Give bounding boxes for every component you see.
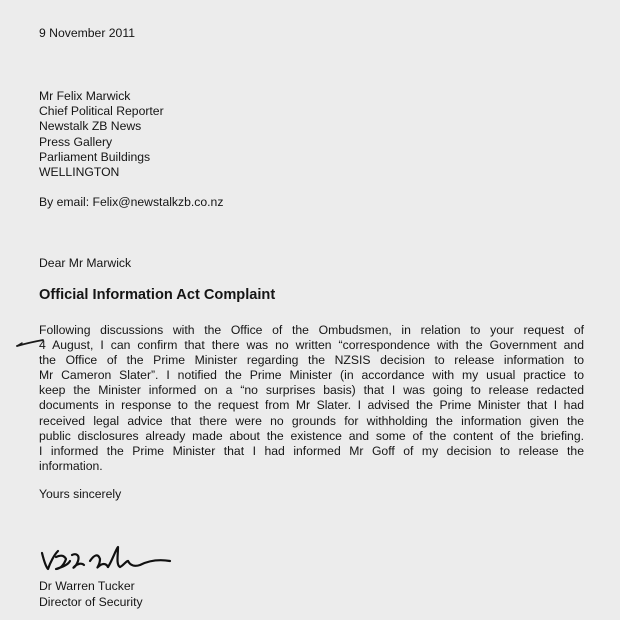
body-line: documents in response to the request from Mr Slater. I advised the Prime Minister that I had (39, 398, 584, 413)
signatory-name: Dr Warren Tucker (39, 579, 135, 593)
letter-date: 9 November 2011 (39, 26, 135, 40)
recipient-address-block (39, 89, 164, 180)
body-line: received legal advice that there were no grounds for withholding the information given the (39, 413, 584, 428)
signatory-title: Director of Security (39, 595, 143, 609)
body-line: information. (39, 458, 103, 473)
delivery-email-line: By email: Felix@newstalkzb.co.nz (39, 195, 224, 209)
body-line: I informed the Prime Minister that I had informed Mr Goff of my decision to release the (39, 443, 584, 458)
recipient-building: Parliament Buildings (39, 149, 151, 164)
recipient-city: WELLINGTON (39, 164, 120, 179)
subject-heading: Official Information Act Complaint (39, 287, 276, 303)
handwritten-signature (36, 541, 176, 581)
recipient-title: Chief Political Reporter (39, 104, 164, 119)
recipient-organisation: Newstalk ZB News (39, 119, 142, 134)
salutation: Dear Mr Marwick (39, 256, 132, 270)
recipient-department: Press Gallery (39, 134, 113, 149)
body-line: keep the Minister informed on a “no surprises basis) that I was going to release redacted (39, 383, 584, 398)
closing: Yours sincerely (39, 487, 122, 501)
letter-body (39, 323, 584, 474)
body-line: public disclosures already made about the existence and some of the content of the briefing. (39, 428, 584, 443)
body-line: the Office of the Prime Minister regarding the NZSIS decision to release information to (39, 353, 584, 368)
body-line: Mr Cameron Slater”. I notified the Prime Minister (in accordance with my usual practice to (39, 368, 584, 383)
recipient-name: Mr Felix Marwick (39, 89, 131, 103)
body-line: 4 August, I can confirm that there was no written “correspondence with the Government and (39, 338, 584, 353)
body-line: Following discussions with the Office of the Ombudsmen, in relation to your request of (39, 323, 584, 337)
